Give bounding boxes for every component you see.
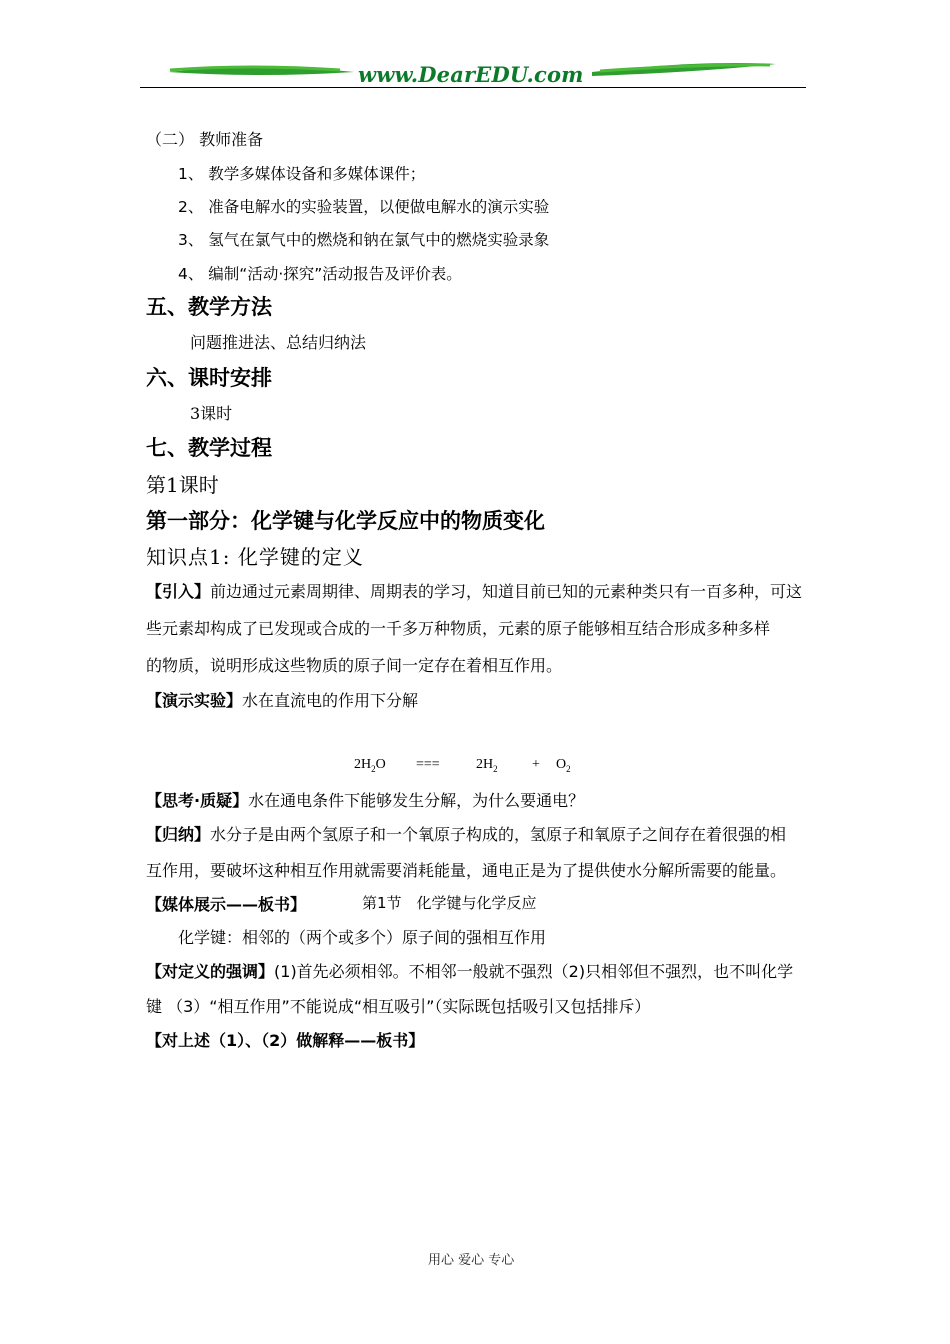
summary-line-1: 【归纳】水分子是由两个氢原子和一个氧原子构成的，氢原子和氧原子之间存在着很强的相 bbox=[146, 825, 787, 844]
intro-line-1: 【引入】前边通过元素周期律、周期表的学习，知道目前已知的元素种类只有一百多种，可这 bbox=[146, 582, 803, 601]
knowledge-point-title: 知识点1: 化学键的定义 bbox=[146, 545, 364, 569]
emphasis-tag: 【对定义的强调】 bbox=[146, 962, 275, 981]
media-tag: 【媒体展示——板书】 bbox=[146, 895, 307, 914]
think-tag: 【思考·质疑】 bbox=[146, 791, 249, 810]
think-line: 【思考·质疑】水在通电条件下能够发生分解，为什么要通电？ bbox=[146, 791, 585, 810]
explain-line bbox=[146, 1028, 424, 1051]
demo-line: 【演示实验】水在直流电的作用下分解 bbox=[146, 691, 419, 710]
page-footer: 用心 爱心 专心 bbox=[428, 1253, 515, 1268]
equation-reactant: $2H_2O$ bbox=[354, 757, 386, 774]
emphasis-line-2: 键 （3）“相互作用”不能说成“相互吸引”（实际既包括吸引又包括排斥） bbox=[146, 997, 651, 1016]
summary-line-2: 互作用，要破坏这种相互作用就需要消耗能量，通电正是为了提供使水分解所需要的能量。 bbox=[146, 861, 787, 880]
list-item: 3、 氢气在氯气中的燃烧和钠在氯气中的燃烧实验录象 bbox=[178, 231, 550, 249]
section-heading-methods: 五、教学方法 bbox=[146, 295, 272, 319]
header-divider bbox=[140, 87, 806, 88]
intro-tag: 【引入】 bbox=[146, 582, 211, 601]
site-header bbox=[140, 58, 810, 92]
list-item: 2、 准备电解水的实验装置，以便做电解水的演示实验 bbox=[178, 198, 550, 216]
equation-plus: + bbox=[532, 757, 540, 772]
demo-tag: 【演示实验】 bbox=[146, 691, 243, 710]
methods-text: 问题推进法、总结归纳法 bbox=[190, 333, 367, 352]
equation-arrow: === bbox=[416, 757, 440, 772]
part-title: 第一部分：化学键与化学反应中的物质变化 bbox=[146, 509, 545, 533]
intro-line-3: 的物质，说明形成这些物质的原子间一定存在着相互作用。 bbox=[146, 656, 563, 675]
section-heading-process: 七、教学过程 bbox=[146, 436, 272, 460]
media-board-title: 第1节 化学键与化学反应 bbox=[362, 894, 537, 912]
intro-line-2: 些元素却构成了已发现或合成的一千多万种物质，元素的原子能够相互结合形成多种多样 bbox=[146, 619, 771, 638]
explain-tag: 【对上述（1）、（2）做解释——板书】 bbox=[146, 1031, 425, 1050]
bond-definition: 化学键：相邻的（两个或多个）原子间的强相互作用 bbox=[178, 928, 547, 947]
summary-tag: 【归纳】 bbox=[146, 825, 211, 844]
teacher-prep-heading: （二） 教师准备 bbox=[146, 130, 264, 149]
site-url-logo: www.DearEDU.com bbox=[358, 62, 584, 87]
schedule-text: 3课时 bbox=[190, 404, 233, 423]
emphasis-line-1: 【对定义的强调】(1)首先必须相邻。不相邻一般就不强烈（2)只相邻但不强烈，也不叫化学 bbox=[146, 962, 794, 981]
equation-product-1: $2H_2$ bbox=[476, 757, 498, 774]
list-item: 1、 教学多媒体设备和多媒体课件； bbox=[178, 165, 426, 183]
lesson-title: 第1课时 bbox=[146, 473, 219, 497]
list-item: 4、 编制“活动·探究”活动报告及评价表。 bbox=[178, 265, 462, 283]
equation-product-2: $O_2$ bbox=[556, 757, 571, 774]
section-heading-schedule: 六、课时安排 bbox=[146, 366, 272, 390]
